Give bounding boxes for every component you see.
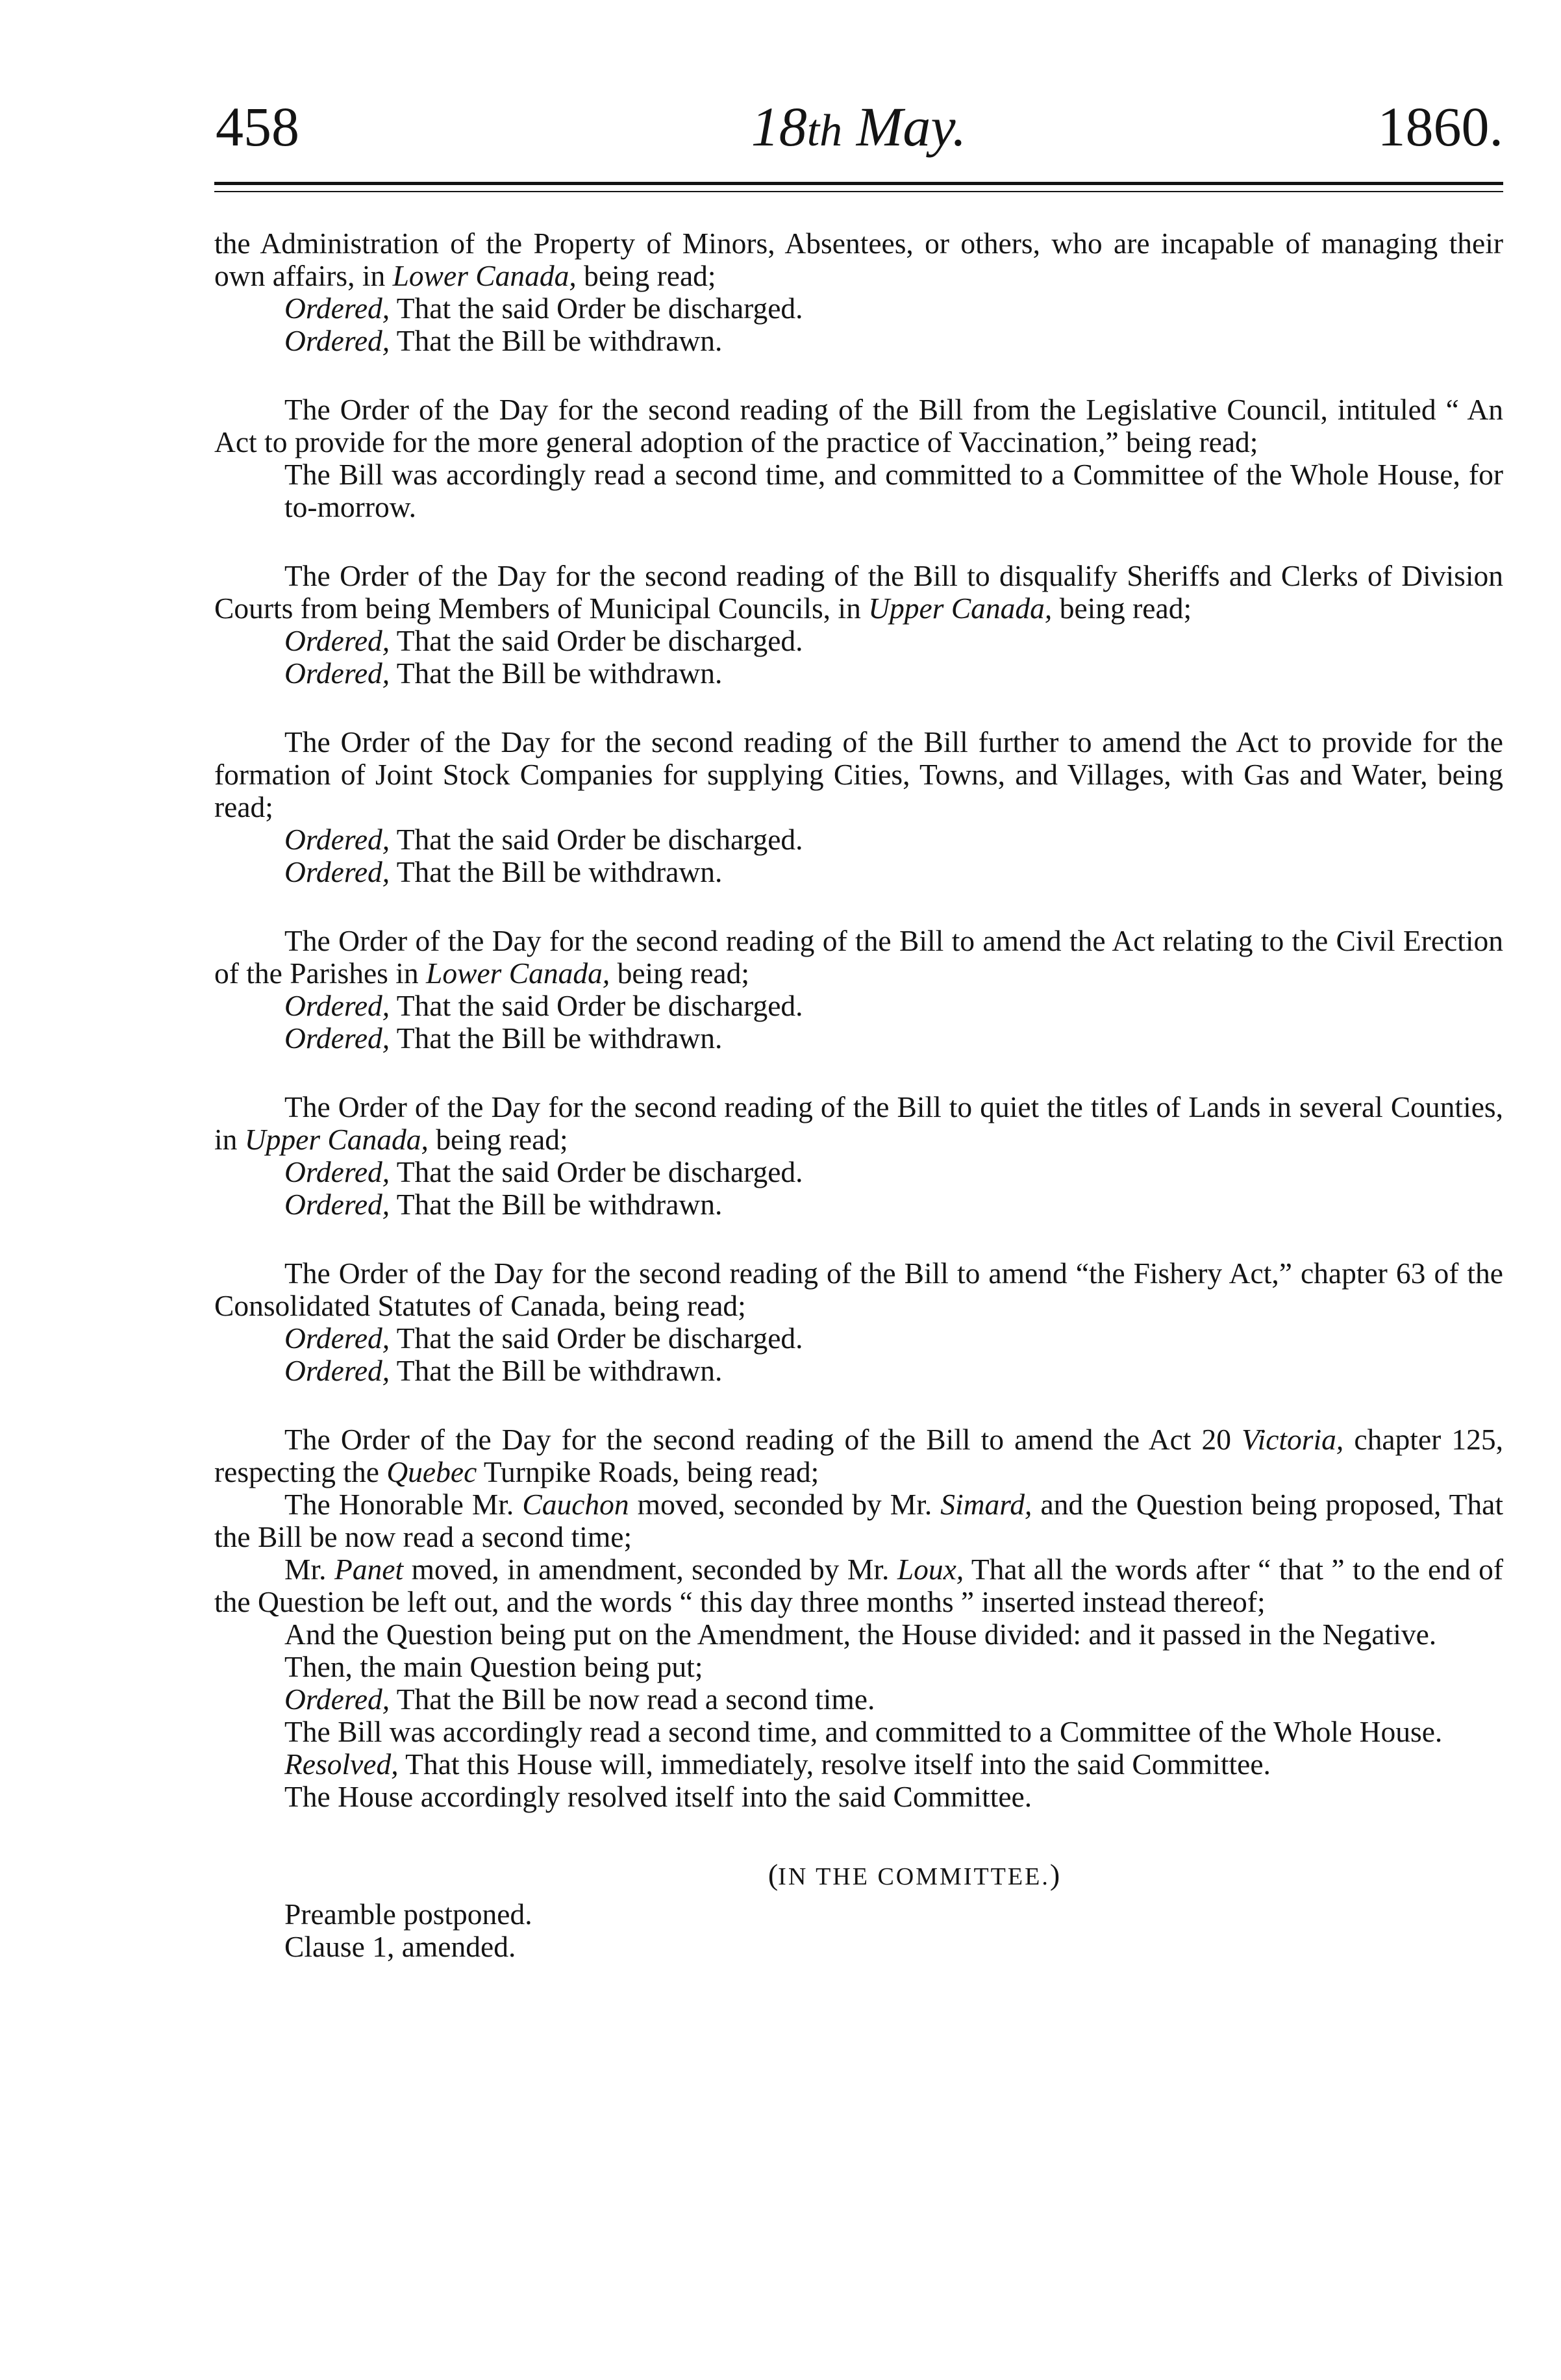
order-text: That the said Order be discharged.	[396, 1322, 803, 1355]
entry-text	[214, 227, 1503, 292]
entry-tail: Turnpike Roads, being read;	[483, 1455, 819, 1488]
paren-close: )	[1049, 1858, 1060, 1891]
header-rule-thin	[214, 191, 1503, 192]
order-text: That the said Order be discharged.	[396, 1155, 803, 1188]
order-keyword: Ordered,	[284, 624, 390, 657]
amendment-tail: That all the words after “ that ” to the end of the Question be left out, and the words “ this day three months ” inserted instead thereof;	[214, 1553, 1504, 1618]
order-text: That the Bill be withdrawn.	[396, 1354, 723, 1387]
committal-line: The Bill was accordingly read a second time, and committed to a Committee of the Whole House.	[284, 1715, 1443, 1748]
date-day: 18	[751, 95, 807, 158]
motion-line	[214, 1488, 1503, 1553]
entry-text	[214, 560, 1503, 625]
entry-text: The Order of the Day for the second reading of the Bill from the Legislative Council, intituled “ An Act to provide for the more general adoption of the practice of Vaccination,” being read;	[214, 393, 1503, 458]
preamble-line: Preamble postponed.	[284, 1898, 532, 1931]
order-line	[214, 292, 1503, 325]
place-name: Upper Canada,	[244, 1123, 429, 1156]
journal-body	[214, 227, 1503, 1963]
order-text: That the said Order be discharged.	[396, 989, 803, 1022]
order-text: That the said Order be discharged.	[396, 823, 803, 856]
amendment-lead: Mr.	[284, 1553, 327, 1586]
order-keyword: Ordered,	[284, 1354, 390, 1387]
order-text: That the said Order be discharged.	[396, 624, 803, 657]
order-text: That the said Order be discharged.	[396, 292, 803, 325]
entry-parishes-bill	[214, 925, 1503, 1055]
journal-page	[214, 84, 1503, 2331]
resolution-line	[214, 1748, 1503, 1781]
order-keyword: Ordered,	[284, 1021, 390, 1055]
order-line	[214, 1156, 1503, 1188]
order-line	[214, 823, 1503, 856]
paren-open: (	[768, 1858, 779, 1891]
division-line: And the Question being put on the Amendment, the House divided: and it passed in the Negative.	[284, 1618, 1437, 1651]
entry-tail: being read;	[436, 1123, 568, 1156]
motion-tail: and the Question being proposed, That the Bill be now read a second time;	[214, 1488, 1503, 1553]
entry-minors-bill	[214, 227, 1503, 357]
order-keyword: Ordered,	[284, 1683, 390, 1716]
order-keyword: Ordered,	[284, 1155, 390, 1188]
order-text: That the Bill be withdrawn.	[396, 855, 723, 888]
date-ordinal: th	[806, 106, 843, 156]
order-keyword: Ordered,	[284, 989, 390, 1022]
entry-turnpike-bill	[214, 1423, 1503, 1813]
order-line	[214, 1683, 1503, 1716]
entry-text	[214, 1423, 1503, 1488]
entry-sheriffs-bill	[214, 560, 1503, 690]
resolution-text: That this House will, immediately, resolve itself into the said Committee.	[405, 1747, 1271, 1781]
member-name: Panet	[334, 1553, 404, 1586]
entry-lead: the Administration of the Property of Minors, Absentees, or others, who are incapable of managing their own affairs, in	[214, 227, 1503, 292]
order-keyword: Ordered,	[284, 292, 390, 325]
entry-fishery-bill	[214, 1257, 1503, 1387]
order-keyword: Ordered,	[284, 823, 390, 856]
order-line: The Bill was accordingly read a second time, and committed to a Committee of the Whole House, for to-morrow.	[284, 458, 1503, 523]
entry-lead: The Order of the Day for the second reading of the Bill to amend the Act relating to the Civil Erection of the Parishes in	[214, 924, 1503, 990]
order-text: That the Bill be withdrawn.	[396, 324, 723, 357]
entry-joint-stock-bill	[214, 726, 1503, 888]
entry-tail: being read;	[584, 259, 716, 292]
amendment-line	[214, 1553, 1503, 1618]
order-text: That the Bill be withdrawn.	[396, 657, 723, 690]
amendment-mid: moved, in amendment, seconded by Mr.	[411, 1553, 890, 1586]
order-text: That the Bill be withdrawn.	[396, 1188, 723, 1221]
motion-mid: moved, seconded by Mr.	[637, 1488, 932, 1521]
place-name: Lower Canada,	[392, 259, 577, 292]
order-line	[214, 625, 1503, 657]
order-keyword: Ordered,	[284, 324, 390, 357]
entry-mid: chapter 125, respecting the	[214, 1423, 1504, 1488]
place-name: Quebec	[386, 1455, 477, 1488]
entry-tail: being read;	[617, 957, 749, 990]
order-line	[214, 325, 1503, 357]
entry-text	[214, 925, 1503, 990]
order-keyword: Ordered,	[284, 1188, 390, 1221]
statute-name: Victoria,	[1242, 1423, 1344, 1456]
order-line	[214, 1022, 1503, 1055]
order-text: That the Bill be withdrawn.	[396, 1021, 723, 1055]
clause-line: Clause 1, amended.	[284, 1930, 516, 1963]
order-line	[214, 1188, 1503, 1221]
order-line	[214, 1355, 1503, 1387]
date-month: May.	[856, 95, 967, 158]
order-line	[214, 1322, 1503, 1355]
entry-lands-bill	[214, 1091, 1503, 1221]
entry-tail: being read;	[1059, 592, 1192, 625]
order-line	[214, 856, 1503, 888]
question-line: Then, the main Question being put;	[284, 1650, 703, 1683]
committee-heading-text: IN THE COMMITTEE.	[778, 1863, 1050, 1890]
order-line	[214, 657, 1503, 690]
member-name: Cauchon	[522, 1488, 629, 1521]
place-name: Lower Canada,	[426, 957, 610, 990]
member-name: Simard,	[940, 1488, 1032, 1521]
page-date	[214, 84, 1503, 173]
order-line	[214, 990, 1503, 1022]
page-year: 1860.	[1377, 95, 1503, 158]
order-keyword: Ordered,	[284, 657, 390, 690]
entry-lead: The Order of the Day for the second reading of the Bill to amend the Act 20	[284, 1423, 1232, 1456]
entry-lead: The Order of the Day for the second reading of the Bill to quiet the titles of Lands in several Counties, in	[214, 1090, 1503, 1156]
place-name: Upper Canada,	[868, 592, 1053, 625]
house-resolved-line: The House accordingly resolved itself into the said Committee.	[284, 1780, 1032, 1813]
member-name: Loux,	[897, 1553, 964, 1586]
order-keyword: Ordered,	[284, 855, 390, 888]
motion-lead: The Honorable Mr.	[284, 1488, 514, 1521]
resolution-keyword: Resolved,	[284, 1747, 399, 1781]
entry-text: The Order of the Day for the second reading of the Bill further to amend the Act to provide for the formation of Joint Stock Companies for supplying Cities, Towns, and Villages, with Gas and Water, being read;	[214, 725, 1503, 823]
entry-text: The Order of the Day for the second reading of the Bill to amend “the Fishery Act,” chapter 63 of the Consolidated Statutes of Canada, being read;	[214, 1257, 1503, 1322]
committee-heading	[214, 1859, 1503, 1893]
order-text: That the Bill be now read a second time.	[396, 1683, 875, 1716]
order-keyword: Ordered,	[284, 1322, 390, 1355]
header-rule-thick	[214, 182, 1503, 185]
entry-lead: The Order of the Day for the second reading of the Bill to disqualify Sheriffs and Clerks of Division Courts from being Members of Municipal Councils, in	[214, 559, 1503, 625]
page-header	[214, 84, 1503, 169]
entry-vaccination-bill	[214, 394, 1503, 523]
entry-text	[214, 1091, 1503, 1156]
page-number: 458	[216, 95, 299, 158]
